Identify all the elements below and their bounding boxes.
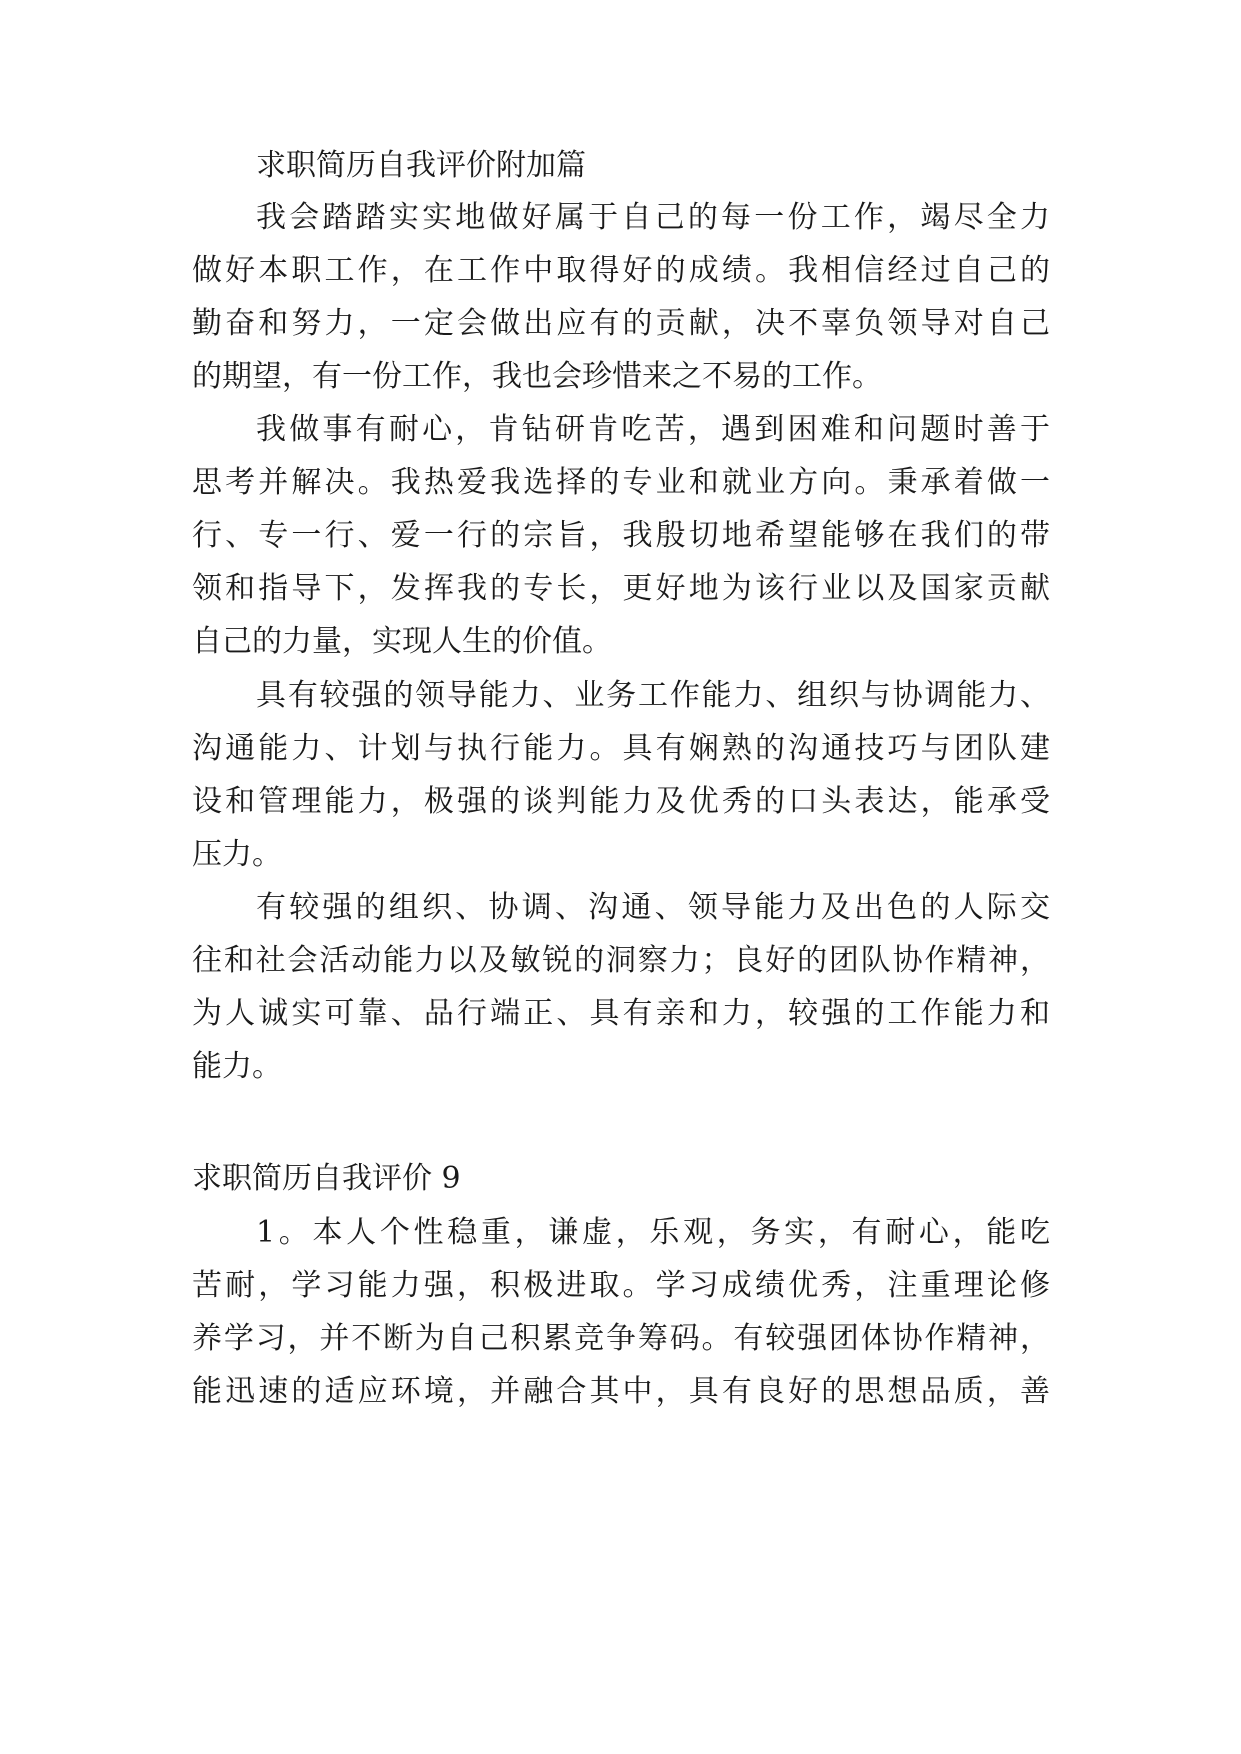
paragraph-line: 能力。 xyxy=(192,1049,282,1084)
paragraph-line: 沟通能力、计划与执行能力。具有娴熟的沟通技巧与团队建 xyxy=(192,731,1050,766)
paragraph-line: 往和社会活动能力以及敏锐的洞察力；良好的团队协作精神， xyxy=(192,943,1050,978)
paragraph-line: 有较强的组织、协调、沟通、领导能力及出色的人际交 xyxy=(256,890,1050,925)
paragraph-line: 做好本职工作，在工作中取得好的成绩。我相信经过自己的 xyxy=(192,253,1050,288)
paragraph-line: 勤奋和努力，一定会做出应有的贡献，决不辜负领导对自己 xyxy=(192,306,1050,341)
section-title: 求职简历自我评价附加篇 xyxy=(256,148,586,183)
paragraph-line: 设和管理能力，极强的谈判能力及优秀的口头表达，能承受 xyxy=(192,784,1050,819)
paragraph-line: 具有较强的领导能力、业务工作能力、组织与协调能力、 xyxy=(256,678,1050,713)
section-title: 求职简历自我评价 9 xyxy=(192,1161,461,1196)
paragraph-line: 的期望，有一份工作，我也会珍惜来之不易的工作。 xyxy=(192,359,882,394)
paragraph-line: 养学习，并不断为自己积累竞争筹码。有较强团体协作精神， xyxy=(192,1321,1050,1356)
paragraph-line: 苦耐，学习能力强，积极进取。学习成绩优秀，注重理论修 xyxy=(192,1268,1050,1303)
paragraph-line: 压力。 xyxy=(192,837,282,872)
paragraph-line: 我做事有耐心，肯钻研肯吃苦，遇到困难和问题时善于 xyxy=(256,412,1050,447)
paragraph-line: 我会踏踏实实地做好属于自己的每一份工作，竭尽全力 xyxy=(256,200,1050,235)
paragraph-line: 行、专一行、爱一行的宗旨，我殷切地希望能够在我们的带 xyxy=(192,518,1050,553)
paragraph-line: 1。本人个性稳重，谦虚，乐观，务实，有耐心，能吃 xyxy=(256,1215,1050,1250)
paragraph-line: 自己的力量，实现人生的价值。 xyxy=(192,624,612,659)
paragraph-line: 领和指导下，发挥我的专长，更好地为该行业以及国家贡献 xyxy=(192,571,1050,606)
paragraph-line: 思考并解决。我热爱我选择的专业和就业方向。秉承着做一 xyxy=(192,465,1050,500)
paragraph-line: 能迅速的适应环境，并融合其中，具有良好的思想品质，善 xyxy=(192,1374,1050,1409)
paragraph-line: 为人诚实可靠、品行端正、具有亲和力，较强的工作能力和 xyxy=(192,996,1050,1031)
